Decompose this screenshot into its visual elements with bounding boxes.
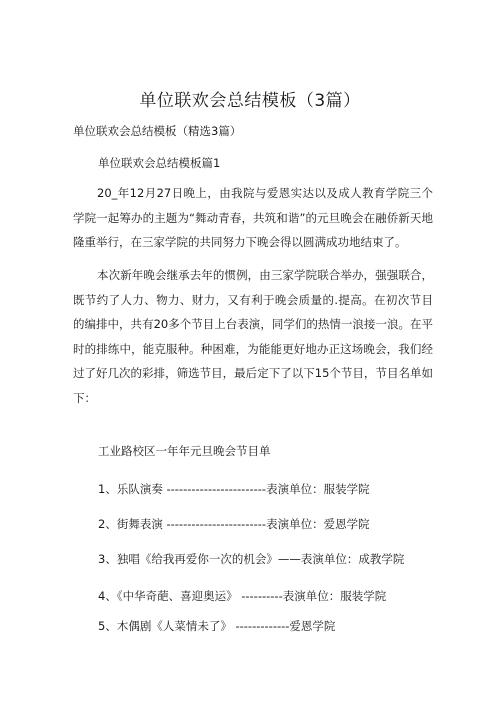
- document-title: 单位联欢会总结模板（3篇）: [139, 91, 361, 111]
- body-paragraph: 20_年12月27日晚上，由我院与爱恩实达以及成人教育学院三个学院一起筹办的主题为“舞动青春，共筑和谐”的元旦晚会在融侨新天地隆重举行，在三家学院的共同努力下晚会得以圆满成功地结束了。: [73, 186, 433, 249]
- program-list-item: 5、木偶剧《人菜情未了》 -------------爱恩学院: [98, 619, 336, 633]
- document-subtitle: 单位联欢会总结模板（精选3篇）: [73, 124, 242, 138]
- program-list-heading: 工业路校区一年年元旦晚会节目单: [98, 444, 271, 458]
- program-list-item: 4、《中华奇葩、喜迎奥运》 ----------表演单位：服装学院: [98, 589, 387, 603]
- program-list-item: 3、独唱《给我再爱你一次的机会》——表演单位：成教学院: [98, 552, 405, 566]
- body-paragraph: 本次新年晚会继承去年的惯例，由三家学院联合举办，强强联合，既节约了人力、物力、财力，又有利于晚会质量的.提高。在初次节目的编排中，共有20多个节目上台表演，同学们的热情一浪接一浪。在平时的排练中，能克服种。种困难，为能能更好地办正这场晚会，我们经过了好几次的彩排，筛选节目，最后定下了以下15个节目，节目名单如下：: [73, 268, 433, 405]
- program-list-item: 2、街舞表演 ------------------------表演单位：爱恩学院: [98, 517, 370, 531]
- section-heading: 单位联欢会总结模板篇1: [98, 156, 221, 170]
- program-list-item: 1、乐队演奏 ------------------------表演单位：服装学院: [98, 482, 370, 496]
